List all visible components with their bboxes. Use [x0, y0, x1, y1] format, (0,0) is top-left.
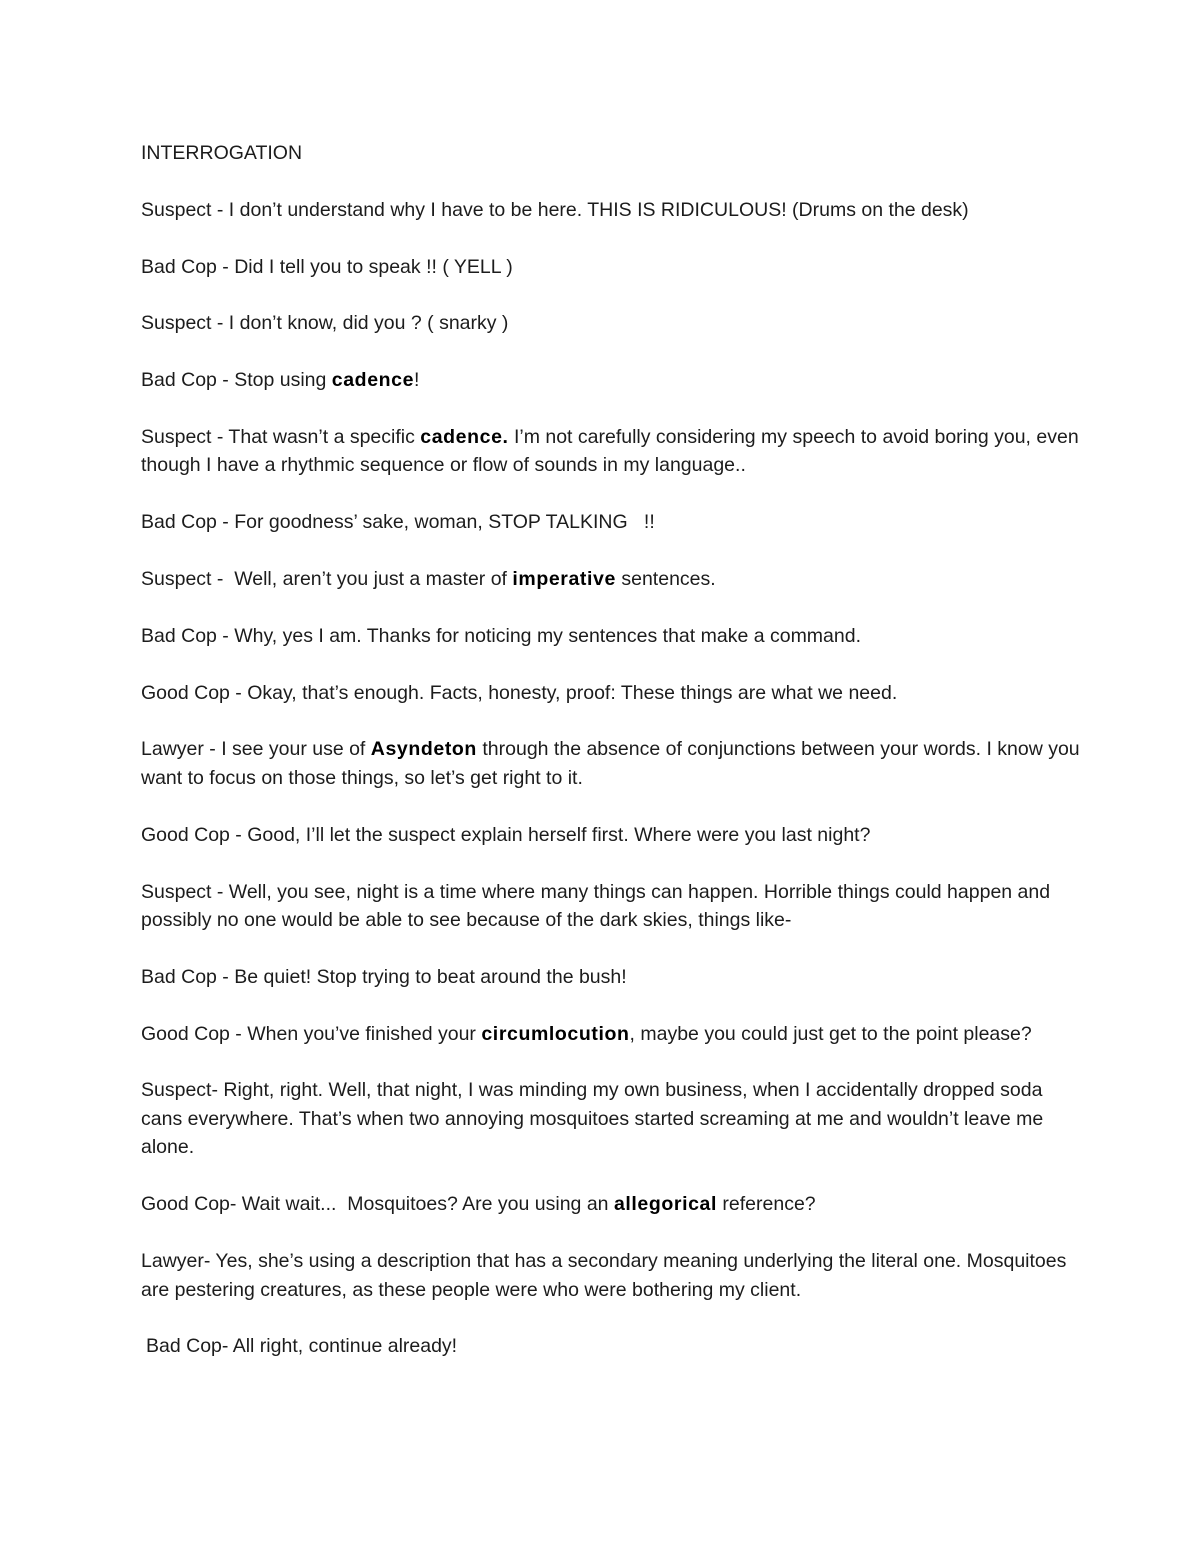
line-text: sentences. [615, 568, 716, 591]
dialogue-line [141, 1190, 1081, 1219]
term-highlight: imperative [512, 568, 616, 591]
term-highlight: cadence [331, 369, 415, 392]
dialogue-line [141, 735, 1086, 792]
dialogue-line [141, 253, 1081, 282]
dialogue-line [141, 508, 1081, 537]
line-text: Bad Cop- All right, continue already! [146, 1335, 458, 1358]
dialogue-line [141, 622, 1081, 651]
line-text: Good Cop - Okay, that’s enough. Facts, honesty, proof: These things are what we need. [141, 681, 898, 704]
line-text: ! [414, 369, 420, 392]
line-text: Bad Cop - Stop using [141, 369, 332, 392]
line-text: Suspect- Right, right. Well, that night, I was minding my own business, when I accidentally dropped soda cans everywhere. That’s when two annoying mosquitoes started screaming at me and wouldn’t leave me alone. [141, 1079, 1049, 1159]
line-text: Suspect - I don’t know, did you ? ( snarky ) [141, 312, 509, 335]
line-text: Good Cop - When you’ve finished your [141, 1022, 482, 1045]
dialogue-line [141, 821, 1081, 850]
line-text: Bad Cop - Be quiet! Stop trying to beat around the bush! [141, 965, 627, 988]
dialogue-line [141, 679, 1081, 708]
line-text: Good Cop - Good, I’ll let the suspect explain herself first. Where were you last night? [141, 823, 871, 846]
dialogue-line [141, 878, 1081, 935]
dialogue-line [141, 1247, 1081, 1304]
term-highlight: Asyndeton [370, 738, 477, 761]
dialogue-line [141, 565, 1081, 594]
dialogue-line [141, 1076, 1081, 1162]
line-text: Suspect - I don’t understand why I have to be here. THIS IS RIDICULOUS! (Drums on the desk) [141, 198, 969, 221]
document-body [141, 139, 1086, 1389]
line-text: Bad Cop - For goodness’ sake, woman, STOP TALKING !! [141, 511, 655, 534]
dialogue-line [141, 1020, 1081, 1049]
line-text: Suspect - Well, aren’t you just a master of [141, 568, 513, 591]
dialogue-line [141, 423, 1085, 480]
term-highlight: cadence. [420, 425, 509, 448]
dialogue-line [141, 309, 1081, 338]
line-text: Suspect - That wasn’t a specific [141, 425, 421, 448]
term-highlight: allegorical [613, 1193, 717, 1216]
document-title: INTERROGATION [141, 142, 303, 164]
dialogue-line [141, 196, 1081, 225]
line-text: Lawyer- Yes, she’s using a description that has a secondary meaning underlying the literal one. Mosquitoes are pestering creatures, as these people were who were bothering my client. [141, 1250, 1072, 1301]
dialogue-line [141, 1332, 1081, 1361]
line-text: Bad Cop - Did I tell you to speak !! ( YELL ) [141, 255, 513, 278]
line-text: Suspect - Well, you see, night is a time where many things can happen. Horrible things could happen and possibly no one would be able to see because of the dark skies, things like- [141, 880, 1056, 932]
term-highlight: circumlocution [481, 1022, 630, 1045]
line-text: Lawyer - I see your use of [141, 738, 371, 761]
line-text: Bad Cop - Why, yes I am. Thanks for noticing my sentences that make a command. [141, 624, 862, 647]
dialogue-line [141, 963, 1081, 992]
line-text: reference? [717, 1193, 816, 1216]
line-text: through the absence of conjunctions between your words. I know you want to focus on those things, so let’s get right to it. [141, 738, 1086, 789]
line-text: I’m not carefully considering my speech to avoid boring you, even though I have a rhythmic sequence or flow of sounds in my language.. [141, 425, 1085, 477]
dialogue-line [141, 366, 1081, 395]
line-text: Good Cop- Wait wait... Mosquitoes? Are you using an [141, 1193, 614, 1216]
line-text: , maybe you could just get to the point please? [629, 1022, 1032, 1045]
